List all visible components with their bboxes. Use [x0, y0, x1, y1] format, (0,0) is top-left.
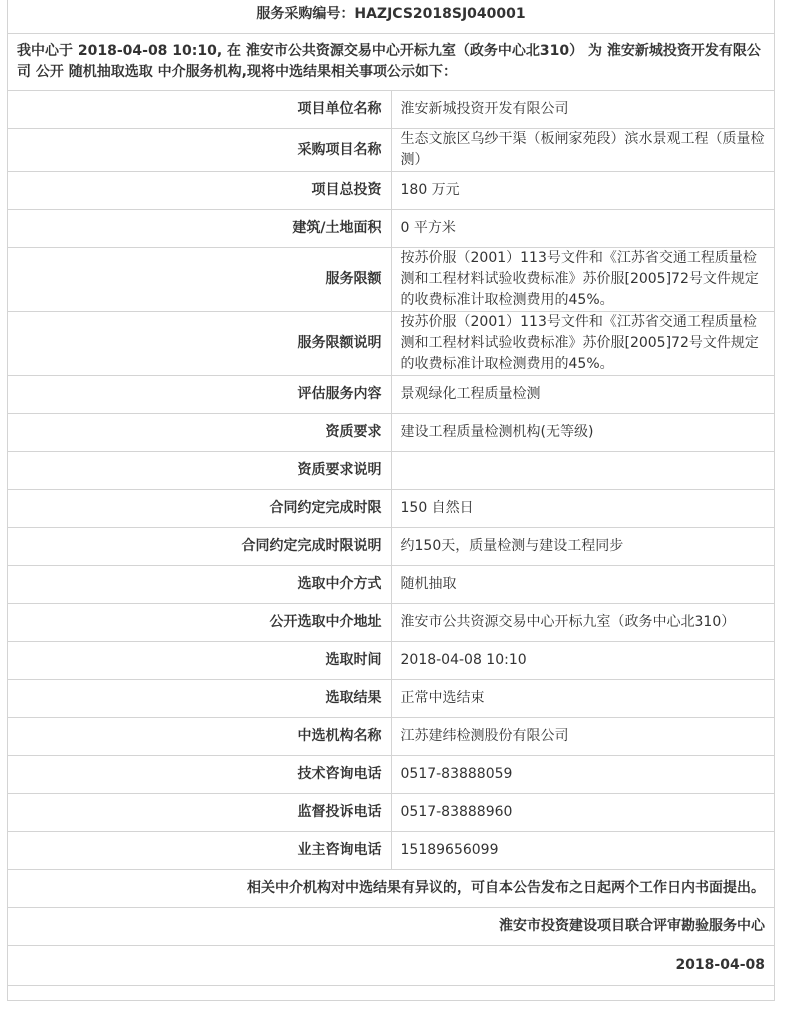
row-label: 评估服务内容	[8, 376, 392, 414]
table-row	[8, 376, 775, 414]
row-value: 15189656099	[391, 832, 775, 870]
intro-row	[8, 34, 775, 91]
table-row	[8, 832, 775, 870]
row-value: 0 平方米	[391, 210, 775, 248]
row-label: 选取时间	[8, 642, 392, 680]
row-label: 合同约定完成时限说明	[8, 528, 392, 566]
row-label: 资质要求	[8, 414, 392, 452]
row-label: 中选机构名称	[8, 718, 392, 756]
row-label: 技术咨询电话	[8, 756, 392, 794]
table-row	[8, 566, 775, 604]
table-row	[8, 129, 775, 172]
row-label: 合同约定完成时限	[8, 490, 392, 528]
blank-cell	[8, 986, 775, 1001]
table-row	[8, 210, 775, 248]
row-value: 生态文旅区乌纱干渠（板闸家苑段）滨水景观工程（质量检测）	[391, 129, 775, 172]
row-value: 随机抽取	[391, 566, 775, 604]
row-value: 2018-04-08 10:10	[391, 642, 775, 680]
row-value: 按苏价服（2001）113号文件和《江苏省交通工程质量检测和工程材料试验收费标准》苏价服[2005]72号文件规定的收费标准计取检测费用的45%。	[391, 312, 775, 376]
table-row	[8, 680, 775, 718]
row-value: 江苏建纬检测股份有限公司	[391, 718, 775, 756]
row-value: 按苏价服（2001）113号文件和《江苏省交通工程质量检测和工程材料试验收费标准》苏价服[2005]72号文件规定的收费标准计取检测费用的45%。	[391, 248, 775, 312]
row-label: 采购项目名称	[8, 129, 392, 172]
table-row	[8, 414, 775, 452]
table-row	[8, 642, 775, 680]
table-row	[8, 756, 775, 794]
row-value: 约150天，质量检测与建设工程同步	[391, 528, 775, 566]
row-value: 景观绿化工程质量检测	[391, 376, 775, 414]
row-value: 0517-83888960	[391, 794, 775, 832]
table-row	[8, 452, 775, 490]
table-row	[8, 91, 775, 129]
issuer-row	[8, 908, 775, 946]
table-row	[8, 528, 775, 566]
table-row	[8, 248, 775, 312]
table-row	[8, 718, 775, 756]
row-label: 监督投诉电话	[8, 794, 392, 832]
date-row	[8, 946, 775, 986]
row-value: 正常中选结束	[391, 680, 775, 718]
table-row	[8, 172, 775, 210]
row-value: 淮安新城投资开发有限公司	[391, 91, 775, 129]
row-value: 150 自然日	[391, 490, 775, 528]
row-value	[391, 452, 775, 490]
row-label: 建筑/土地面积	[8, 210, 392, 248]
row-label: 服务限额说明	[8, 312, 392, 376]
table-row	[8, 794, 775, 832]
table-row	[8, 604, 775, 642]
title-row	[8, 0, 775, 34]
row-label: 服务限额	[8, 248, 392, 312]
procurement-number: 服务采购编号：HAZJCS2018SJ040001	[8, 0, 775, 34]
row-label: 公开选取中介地址	[8, 604, 392, 642]
blank-row	[8, 986, 775, 1001]
row-value: 180 万元	[391, 172, 775, 210]
row-label: 项目单位名称	[8, 91, 392, 129]
issuer-name: 淮安市投资建设项目联合评审勘验服务中心	[8, 908, 775, 946]
row-label: 资质要求说明	[8, 452, 392, 490]
row-value: 淮安市公共资源交易中心开标九室（政务中心北310）	[391, 604, 775, 642]
row-label: 项目总投资	[8, 172, 392, 210]
intro-text: 我中心于 2018-04-08 10:10, 在 淮安市公共资源交易中心开标九室（政务中心北310） 为 淮安新城投资开发有限公司 公开 随机抽取选取 中介服务机构,现将中选结果相关事项公示如下：	[8, 34, 775, 91]
row-value: 建设工程质量检测机构(无等级)	[391, 414, 775, 452]
objection-notice: 相关中介机构对中选结果有异议的，可自本公告发布之日起两个工作日内书面提出。	[8, 870, 775, 908]
row-value: 0517-83888059	[391, 756, 775, 794]
notice-row	[8, 870, 775, 908]
table-row	[8, 312, 775, 376]
row-label: 选取中介方式	[8, 566, 392, 604]
publish-date: 2018-04-08	[8, 946, 775, 986]
result-table	[7, 0, 775, 1001]
table-row	[8, 490, 775, 528]
row-label: 选取结果	[8, 680, 392, 718]
row-label: 业主咨询电话	[8, 832, 392, 870]
